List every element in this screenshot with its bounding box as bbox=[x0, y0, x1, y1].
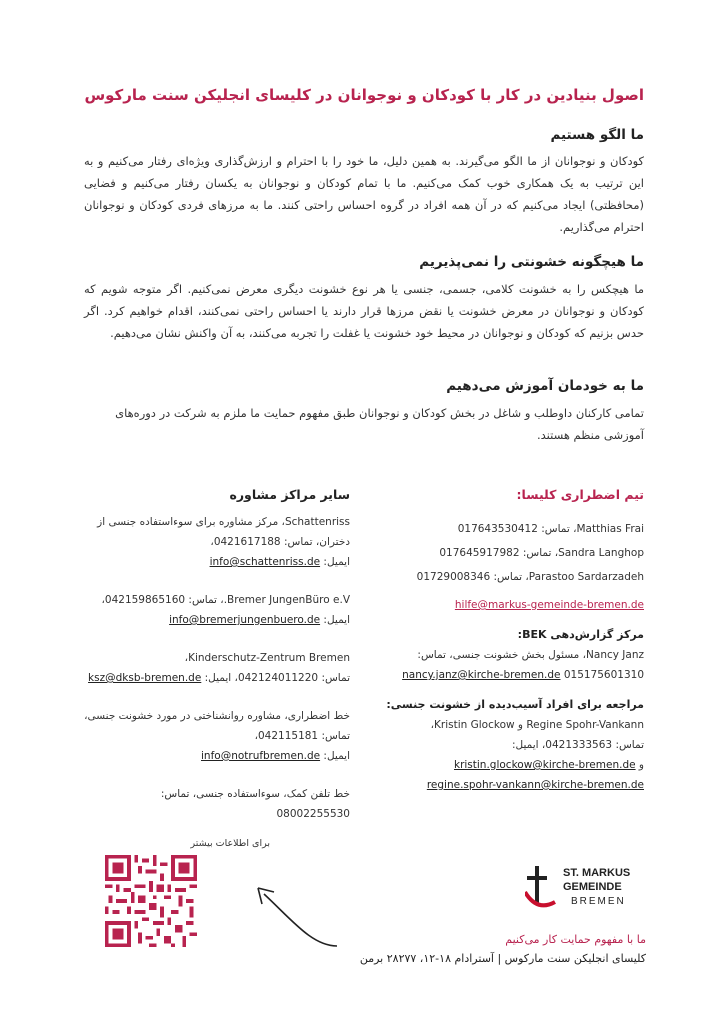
section-body-no-violence: ما هیچکس را به خشونت کلامی، جسمی، جنسی یا هر نوع خشونت دیگری معرض نمی‌کنیم. اگر متوجه شویم که کودکان و نوجوانان در معرض خشونت یا نقض مرزها قرار دارند یا احساس راحتی نمی‌کنند، اقدام خواهیم کرد. اگر حدس بزنیم که کودکان و نوجوانان در محیط خود خشونت یا غفلت را تجربه می‌کنند، به آن واکنش نشان می‌دهیم. bbox=[84, 282, 644, 340]
other-centers-heading: سایر مراکز مشاوره bbox=[229, 487, 350, 502]
email-label: ایمیل: bbox=[323, 750, 350, 762]
contact-parastoo: Parastoo Sardarzadeh، تماس: 01729008346 bbox=[416, 571, 644, 583]
logo-line3: BREMEN bbox=[571, 896, 626, 907]
emergency-contacts bbox=[364, 519, 644, 805]
page-title: اصول بنیادین در کار با کودکان و نوجوانان در کلیسای انجلیکن سنت مارکوس bbox=[84, 86, 644, 104]
team-email-link[interactable]: hilfe@markus-gemeinde-bremen.de bbox=[454, 599, 644, 611]
bek-block bbox=[364, 625, 644, 685]
hotline-phone: 08002255530 bbox=[276, 808, 350, 820]
center-schattenriss bbox=[76, 512, 350, 572]
logo-line2: GEMEINDE bbox=[563, 881, 622, 893]
victims-email2-link[interactable]: regine.spohr-vankann@kirche-bremen.de bbox=[426, 779, 644, 791]
qr-caption: برای اطلاعات بیشتر bbox=[190, 838, 270, 849]
center-text2: تماس: 042124011220، ایمیل: bbox=[204, 672, 350, 684]
footer-tagline: ما با مفهوم حمایت کار می‌کنیم bbox=[505, 933, 646, 946]
team-contacts bbox=[364, 519, 644, 615]
email-label: ایمیل: bbox=[323, 556, 350, 568]
email-link[interactable]: info@bremerjungenbuero.de bbox=[169, 614, 321, 626]
center-hotline bbox=[76, 784, 350, 824]
contact-matthias: Matthias Frai، تماس: 017643530412 bbox=[457, 523, 644, 535]
center-text: Bremer JungenBüro e.V.، تماس: 042159865160، bbox=[101, 594, 350, 606]
and-text: و bbox=[638, 759, 644, 771]
victims-block bbox=[364, 695, 644, 795]
emergency-team-heading: تیم اضطراری کلیسا: bbox=[516, 487, 644, 502]
center-text: خط تلفن کمک، سوءاستفاده جنسی، تماس: bbox=[160, 788, 350, 800]
section-body-role-model: کودکان و نوجوانان از ما الگو می‌گیرند. به همین دلیل، ما خود را با احترام و ارزش‌گذاری ویژه‌ای رفتار می‌کنیم و به این ترتیب به یک همکاری خوب کمک می‌کنیم. ما با تمام کودکان و نوجوانان به یکسان رفتار می‌کنیم و فضایی (محافظتی) ایجاد می‌کنیم که در آن همه افراد در گروه احساس راحتی کنند. ما به مرزهای فردی کودکان و نوجوانان احترام می‌گذاریم. bbox=[84, 154, 644, 234]
center-jungenbuero bbox=[76, 590, 350, 630]
center-text: Kinderschutz-Zentrum Bremen، bbox=[184, 652, 350, 664]
other-centers-list bbox=[76, 512, 350, 842]
email-link[interactable]: ksz@dksb-bremen.de bbox=[88, 672, 202, 684]
contact-sandra: Sandra Langhop، تماس: 017645917982 bbox=[439, 547, 644, 559]
center-kinderschutz bbox=[76, 648, 350, 688]
section-heading-training: ما به خودمان آموزش می‌دهیم bbox=[446, 378, 644, 394]
bek-text: Nancy Janz، مسئول بخش خشونت جنسی، تماس: bbox=[417, 649, 644, 661]
section-heading-no-violence: ما هیچگونه خشونتی را نمی‌پذیریم bbox=[419, 254, 644, 270]
email-link[interactable]: info@notrufbremen.de bbox=[201, 750, 321, 762]
email-label: ایمیل: bbox=[323, 614, 350, 626]
cross-smile-icon bbox=[525, 862, 650, 922]
center-notruf bbox=[76, 706, 350, 766]
victims-phone: تماس: 0421333563، ایمیل: bbox=[512, 739, 644, 751]
st-markus-logo bbox=[525, 862, 650, 922]
bek-heading: مرکز گزارش‌دهی BEK: bbox=[517, 628, 644, 641]
logo-line1: ST. MARKUS bbox=[563, 867, 631, 879]
victims-heading: مراجعه برای افراد آسیب‌دیده از خشونت جنسی: bbox=[386, 698, 644, 711]
footer-address: کلیسای انجلیکن سنت مارکوس | آسترادام ۱۸-۱۲، ۲۸۲۷۷ برمن bbox=[359, 952, 646, 965]
center-text: Schattenriss، مرکز مشاوره برای سوءاستفاده جنسی از دختران، تماس: 0421617188، bbox=[97, 516, 350, 548]
section-body-training: تمامی کارکنان داوطلب و شاغل در بخش کودکان و نوجوانان طبق مفهوم حمایت ما ملزم به شرکت در دوره‌های آموزشی منظم هستند. bbox=[115, 406, 644, 442]
bek-email-link[interactable]: nancy.janz@kirche-bremen.de bbox=[402, 669, 561, 681]
center-text: خط اضطراری، مشاوره روانشناختی در مورد خشونت جنسی، تماس: 042115181، bbox=[84, 710, 350, 742]
section-heading-role-model: ما الگو هستیم bbox=[550, 127, 644, 143]
victims-email1-link[interactable]: kristin.glockow@kirche-bremen.de bbox=[453, 759, 636, 771]
qr-code[interactable] bbox=[105, 855, 197, 947]
bek-phone: 015175601310 bbox=[563, 669, 644, 681]
email-link[interactable]: info@schattenriss.de bbox=[209, 556, 321, 568]
victims-names: Regine Spohr-Vankann و Kristin Glockow، bbox=[430, 719, 644, 731]
